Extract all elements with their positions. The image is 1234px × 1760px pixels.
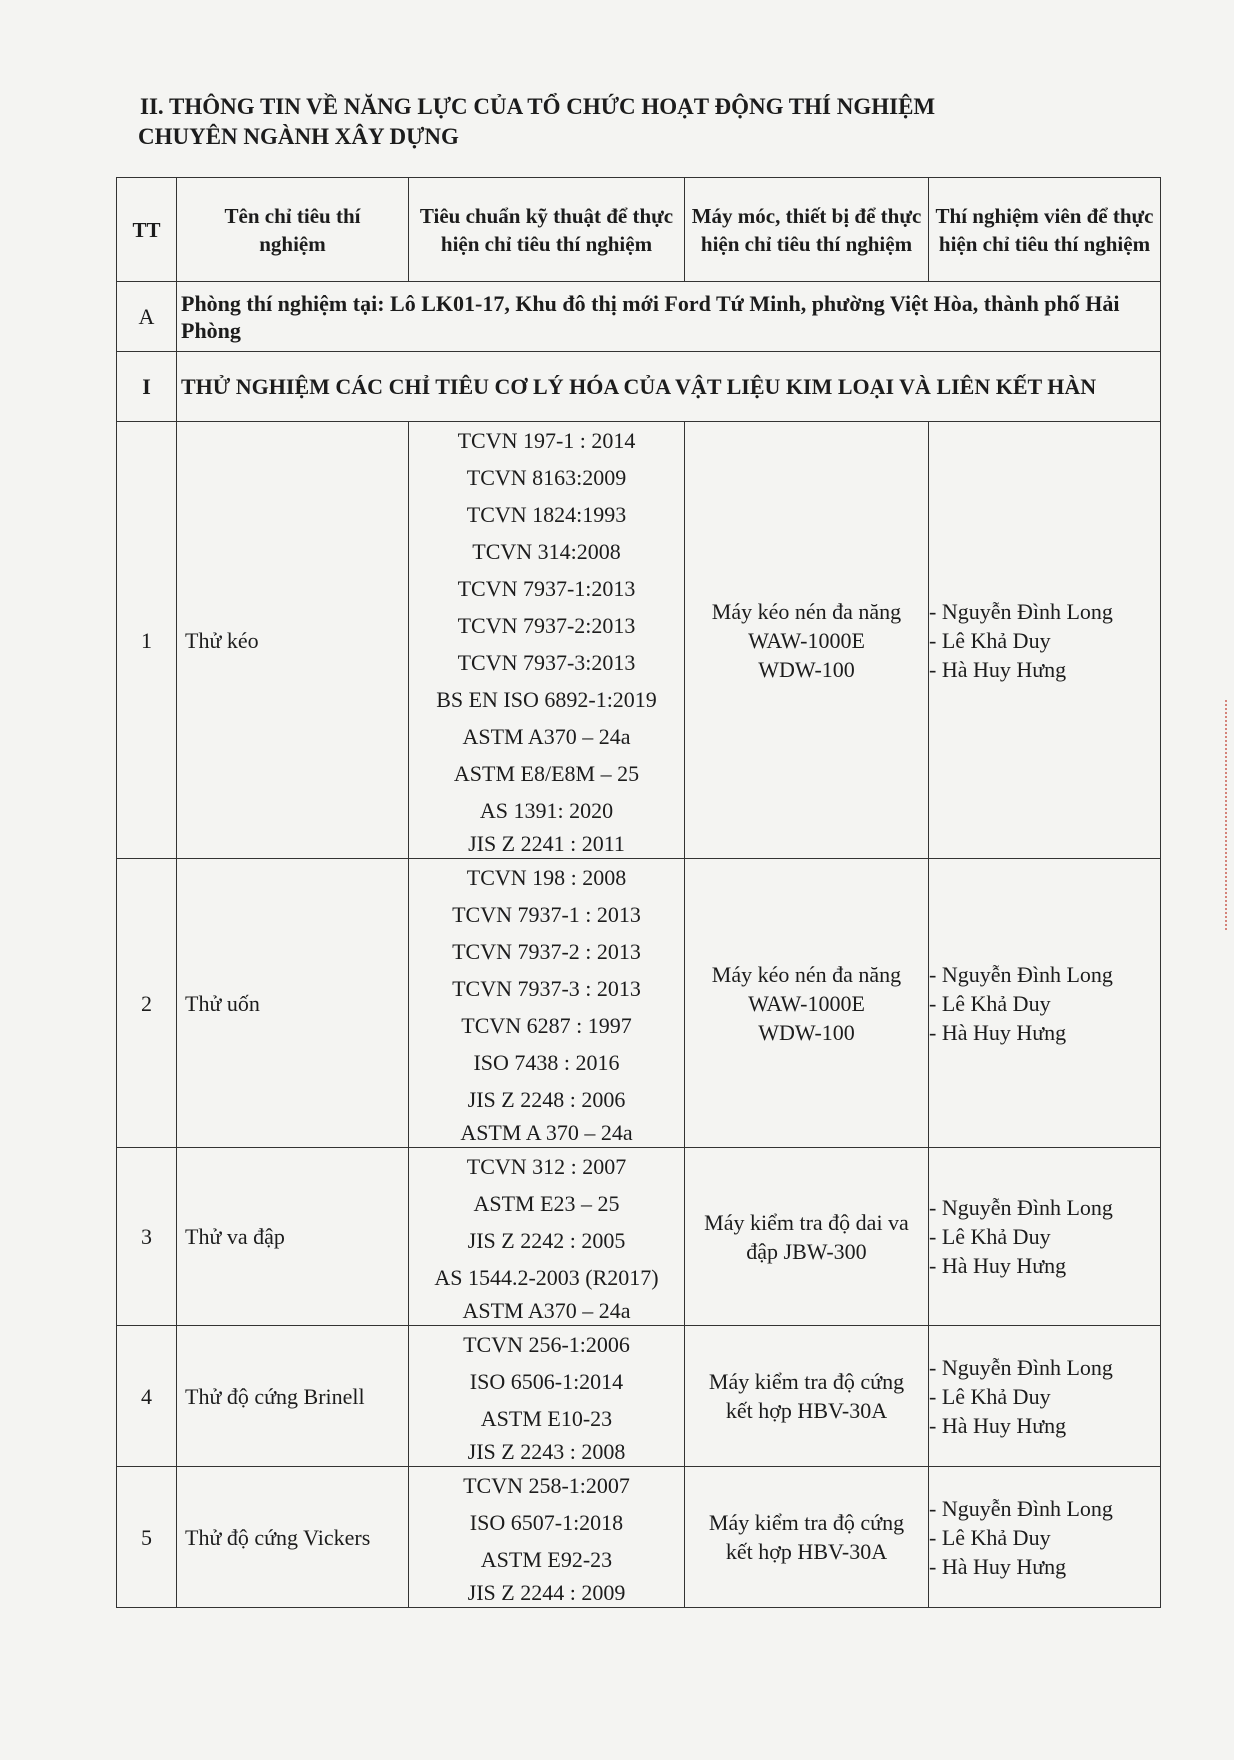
- standard-item: TCVN 7937-3:2013: [457, 650, 636, 675]
- standards-cell: [409, 1148, 685, 1326]
- equipment-item: Máy kiểm tra độ cứng: [708, 1369, 905, 1394]
- header-staff: Thí nghiệm viên để thực hiện chỉ tiêu thí nghiệm: [929, 178, 1161, 282]
- standard-item: JIS Z 2244 : 2009: [467, 1580, 626, 1605]
- standard-item: TCVN 197-1 : 2014: [457, 428, 636, 453]
- standard-item: ASTM E8/E8M – 25: [453, 761, 640, 786]
- standards-cell: [409, 422, 685, 859]
- test-name: Thử kéo: [177, 422, 409, 859]
- staff-cell: [929, 422, 1161, 859]
- standard-item: ASTM E10-23: [480, 1406, 613, 1431]
- heading-line-2: CHUYÊN NGÀNH XÂY DỰNG: [138, 124, 459, 149]
- section-heading: [140, 92, 1140, 152]
- capability-table: [116, 177, 1161, 1608]
- table-row: [117, 1326, 1161, 1467]
- section-i-label: I: [117, 352, 177, 422]
- table-row: [117, 1467, 1161, 1608]
- staff-member: - Lê Khả Duy: [929, 1524, 1051, 1550]
- equipment-item: kết hợp HBV-30A: [725, 1539, 888, 1564]
- staff-member: - Lê Khả Duy: [929, 990, 1051, 1016]
- equipment-cell: [685, 1326, 929, 1467]
- equipment-item: Máy kéo nén đa năng: [711, 598, 902, 624]
- standard-item: BS EN ISO 6892-1:2019: [436, 687, 657, 712]
- section-a-cell: [177, 282, 1161, 352]
- row-number: 2: [117, 859, 177, 1148]
- section-a-prefix: Phòng thí nghiệm tại:: [181, 290, 385, 316]
- row-number: 3: [117, 1148, 177, 1326]
- standards-cell: [409, 859, 685, 1148]
- staff-member: - Hà Huy Hưng: [929, 1019, 1067, 1045]
- staff-cell: [929, 1467, 1161, 1608]
- equipment-item: WDW-100: [758, 656, 855, 682]
- heading-line-1: II. THÔNG TIN VỀ NĂNG LỰC CỦA TỔ CHỨC HOẠT ĐỘNG THÍ NGHIỆM: [140, 94, 936, 119]
- staff-member: - Lê Khả Duy: [929, 627, 1051, 653]
- equipment-item: đập JBW-300: [746, 1238, 867, 1264]
- staff-member: - Nguyễn Đình Long: [929, 961, 1113, 987]
- standard-item: ISO 6507-1:2018: [469, 1510, 624, 1535]
- standard-item: TCVN 256-1:2006: [463, 1332, 630, 1357]
- standard-item: ISO 7438 : 2016: [473, 1050, 620, 1075]
- equipment-item: kết hợp HBV-30A: [725, 1398, 888, 1423]
- header-tt: TT: [117, 178, 177, 282]
- header-standard: Tiêu chuẩn kỹ thuật để thực hiện chỉ tiêu thí nghiệm: [409, 178, 685, 282]
- standard-item: TCVN 258-1:2007: [463, 1473, 630, 1498]
- standard-item: ISO 6506-1:2014: [469, 1369, 624, 1394]
- standards-cell: [409, 1326, 685, 1467]
- table-row: [117, 859, 1161, 1148]
- section-a-row: [117, 282, 1161, 352]
- standard-item: JIS Z 2248 : 2006: [467, 1087, 626, 1112]
- equipment-item: Máy kiểm tra độ cứng: [708, 1510, 905, 1535]
- table-row: [117, 422, 1161, 859]
- staff-member: - Lê Khả Duy: [929, 1383, 1051, 1409]
- header-equipment: Máy móc, thiết bị để thực hiện chỉ tiêu thí nghiệm: [685, 178, 929, 282]
- standard-item: ASTM A370 – 24a: [462, 724, 631, 749]
- standard-item: ASTM A370 – 24a: [462, 1298, 631, 1323]
- equipment-cell: [685, 859, 929, 1148]
- section-i-row: [117, 352, 1161, 422]
- standard-item: TCVN 7937-1 : 2013: [452, 902, 641, 927]
- standard-item: TCVN 314:2008: [472, 539, 621, 564]
- standard-item: TCVN 6287 : 1997: [461, 1013, 632, 1038]
- staff-member: - Hà Huy Hưng: [929, 1412, 1067, 1438]
- equipment-cell: [685, 422, 929, 859]
- standard-item: ASTM E23 – 25: [473, 1191, 620, 1216]
- section-a-address: Lô LK01-17, Khu đô thị mới Ford Tứ Minh, phường Việt Hòa, thành phố Hải Phòng: [181, 290, 1120, 343]
- test-name: Thử va đập: [177, 1148, 409, 1326]
- standard-item: TCVN 7937-2:2013: [457, 613, 636, 638]
- section-a-label: A: [117, 282, 177, 352]
- staff-cell: [929, 859, 1161, 1148]
- staff-cell: [929, 1148, 1161, 1326]
- staff-member: - Hà Huy Hưng: [929, 1553, 1067, 1579]
- standard-item: TCVN 1824:1993: [466, 502, 627, 527]
- standard-item: TCVN 7937-2 : 2013: [452, 939, 641, 964]
- standards-cell: [409, 1467, 685, 1608]
- equipment-item: WDW-100: [758, 1019, 855, 1045]
- standard-item: JIS Z 2242 : 2005: [467, 1228, 626, 1253]
- standard-item: TCVN 8163:2009: [466, 465, 627, 490]
- section-i-title: THỬ NGHIỆM CÁC CHỈ TIÊU CƠ LÝ HÓA CỦA VẬT LIỆU KIM LOẠI VÀ LIÊN KẾT HÀN: [177, 352, 1161, 422]
- staff-member: - Hà Huy Hưng: [929, 656, 1067, 682]
- page-edge-stamp-mark: [1225, 700, 1233, 930]
- equipment-item: WAW-1000E: [748, 627, 865, 653]
- staff-cell: [929, 1326, 1161, 1467]
- standard-item: JIS Z 2243 : 2008: [467, 1439, 626, 1464]
- standard-item: TCVN 312 : 2007: [466, 1154, 627, 1179]
- test-name: Thử độ cứng Brinell: [177, 1326, 409, 1467]
- equipment-item: Máy kiểm tra độ dai va: [704, 1209, 909, 1235]
- equipment-cell: [685, 1467, 929, 1608]
- header-test-name: Tên chỉ tiêu thí nghiệm: [177, 178, 409, 282]
- staff-member: - Nguyễn Đình Long: [929, 1495, 1113, 1521]
- staff-member: - Nguyễn Đình Long: [929, 598, 1113, 624]
- standard-item: AS 1391: 2020: [479, 798, 614, 823]
- standard-item: JIS Z 2241 : 2011: [468, 831, 625, 856]
- equipment-item: Máy kéo nén đa năng: [711, 961, 902, 987]
- row-number: 4: [117, 1326, 177, 1467]
- table-header-row: [117, 178, 1161, 282]
- test-name: Thử uốn: [177, 859, 409, 1148]
- standard-item: TCVN 7937-3 : 2013: [452, 976, 641, 1001]
- row-number: 5: [117, 1467, 177, 1608]
- standard-item: TCVN 198 : 2008: [466, 865, 627, 890]
- equipment-item: WAW-1000E: [748, 990, 865, 1016]
- table-row: [117, 1148, 1161, 1326]
- test-name: Thử độ cứng Vickers: [177, 1467, 409, 1608]
- standard-item: TCVN 7937-1:2013: [457, 576, 636, 601]
- equipment-cell: [685, 1148, 929, 1326]
- standard-item: ASTM E92-23: [480, 1547, 613, 1572]
- staff-member: - Nguyễn Đình Long: [929, 1195, 1113, 1220]
- staff-member: - Lê Khả Duy: [929, 1224, 1051, 1249]
- staff-member: - Nguyễn Đình Long: [929, 1354, 1113, 1380]
- row-number: 1: [117, 422, 177, 859]
- standard-item: ASTM A 370 – 24a: [460, 1120, 633, 1145]
- staff-member: - Hà Huy Hưng: [929, 1253, 1067, 1278]
- standard-item: AS 1544.2-2003 (R2017): [434, 1265, 659, 1290]
